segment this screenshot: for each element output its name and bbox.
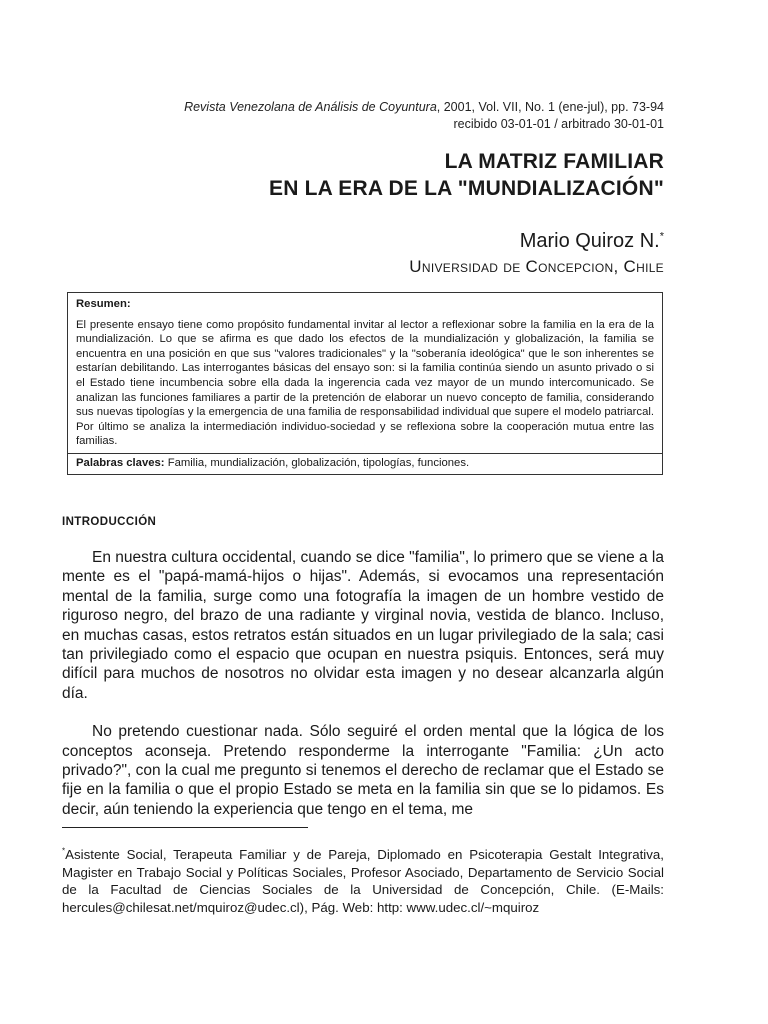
author-name-text: Mario Quiroz N.	[519, 230, 660, 252]
received-dates: recibido 03-01-01 / arbitrado 30-01-01	[453, 117, 664, 131]
volume-info: , 2001, Vol. VII, No. 1 (ene-jul), pp. 73-94	[436, 100, 664, 114]
keywords-text: Familia, mundialización, globalización, tipologías, funciones.	[164, 456, 470, 469]
title-line-2: EN LA ERA DE LA "MUNDIALIZACIÓN"	[269, 177, 664, 200]
paragraph-1: En nuestra cultura occidental, cuando se dice "familia", lo primero que se viene a la mente es el "papá-mamá-hijos o hijas". Además, si evocamos una representación mental de la familia, surge como una fotografía la imagen de un hombre vestido de riguroso negro, del brazo de una radiante y virginal novia, vestida de blanco. Incluso, en muchas casas, estos retratos están situados en un lugar privilegiado de la sala; casi tan privilegiado como el espacio que ocupan en nuestra psiquis. Entonces, será muy difícil para muchos de nosotros no olvidar esta imagen y no desear alcanzarla algún día.	[62, 549, 664, 702]
running-header	[104, 99, 664, 133]
section-heading: INTRODUCCIÓN	[62, 516, 157, 528]
footnote-divider	[62, 827, 308, 828]
abstract-text: El presente ensayo tiene como propósito fundamental invitar al lector a reflexionar sobre la familia en la era de la mundialización. Lo que se afirma es que dado los efectos de la mundialización y globalización, la familia se encuentra en una posición en que sus "valores tradicionales" y la "soberanía ideológica" que le son inherentes se estarían debilitando. Las interrogantes básicas del ensayo son: si la familia continúa siendo un asunto privado o si el Estado tiene incumbencia sobre ella dada la ingerencia cada vez mayor de un mundo intercomunicado. Se analizan las funciones familiares a partir de la pretención de elaborar un nuevo concepto de familia, considerando sus nuevas tipologías y la emergencia de una familia de responsabilidad individual que supere el modelo patriarcal. Por último se analiza la intermediación individuo-sociedad y se reflexiona sobre la cooperación mutua entre las familias.	[76, 318, 654, 448]
footnote-text: Asistente Social, Terapeuta Familiar y de Pareja, Diplomado en Psicoterapia Gestalt Integrativa, Magister en Trabajo Social y Políticas Sociales, Profesor Asociado, Departamento de Servicio Social de la Facultad de Ciencias Sociales de la Universidad de Concepción, Chile. (E-Mails: hercules@chilesat.net/mquiroz@udec.cl), Pág. Web: http: www.udec.cl/~mquiroz	[62, 847, 664, 915]
body-text	[62, 548, 664, 838]
abstract-box	[67, 292, 663, 475]
keywords-line	[68, 453, 662, 471]
abstract-heading: Resumen:	[76, 298, 131, 310]
journal-name: Revista Venezolana de Análisis de Coyuntura	[184, 100, 437, 114]
author-footnote-marker[interactable]: *	[659, 230, 664, 243]
article-title	[104, 148, 664, 202]
footnote-marker: *	[62, 846, 66, 856]
footnote	[62, 846, 664, 916]
author-affiliation: Universidad de Concepcion, Chile	[409, 257, 664, 276]
citation-line	[104, 99, 664, 116]
author-name	[164, 228, 664, 254]
paragraph-2: No pretendo cuestionar nada. Sólo seguiré el orden mental que la lógica de los conceptos aconseja. Pretendo responderme la interrogante "Familia: ¿Un acto privado?", con la cual me pregunto si tenemos el derecho de reclamar que el Estado se fije en la familia o que el propio Estado se meta en la familia sin que se lo pidamos. Es decir, aún teniendo la experiencia que tengo en el tema, me	[62, 723, 664, 818]
title-line-1: LA MATRIZ FAMILIAR	[444, 150, 664, 173]
keywords-label: Palabras claves:	[76, 456, 165, 469]
